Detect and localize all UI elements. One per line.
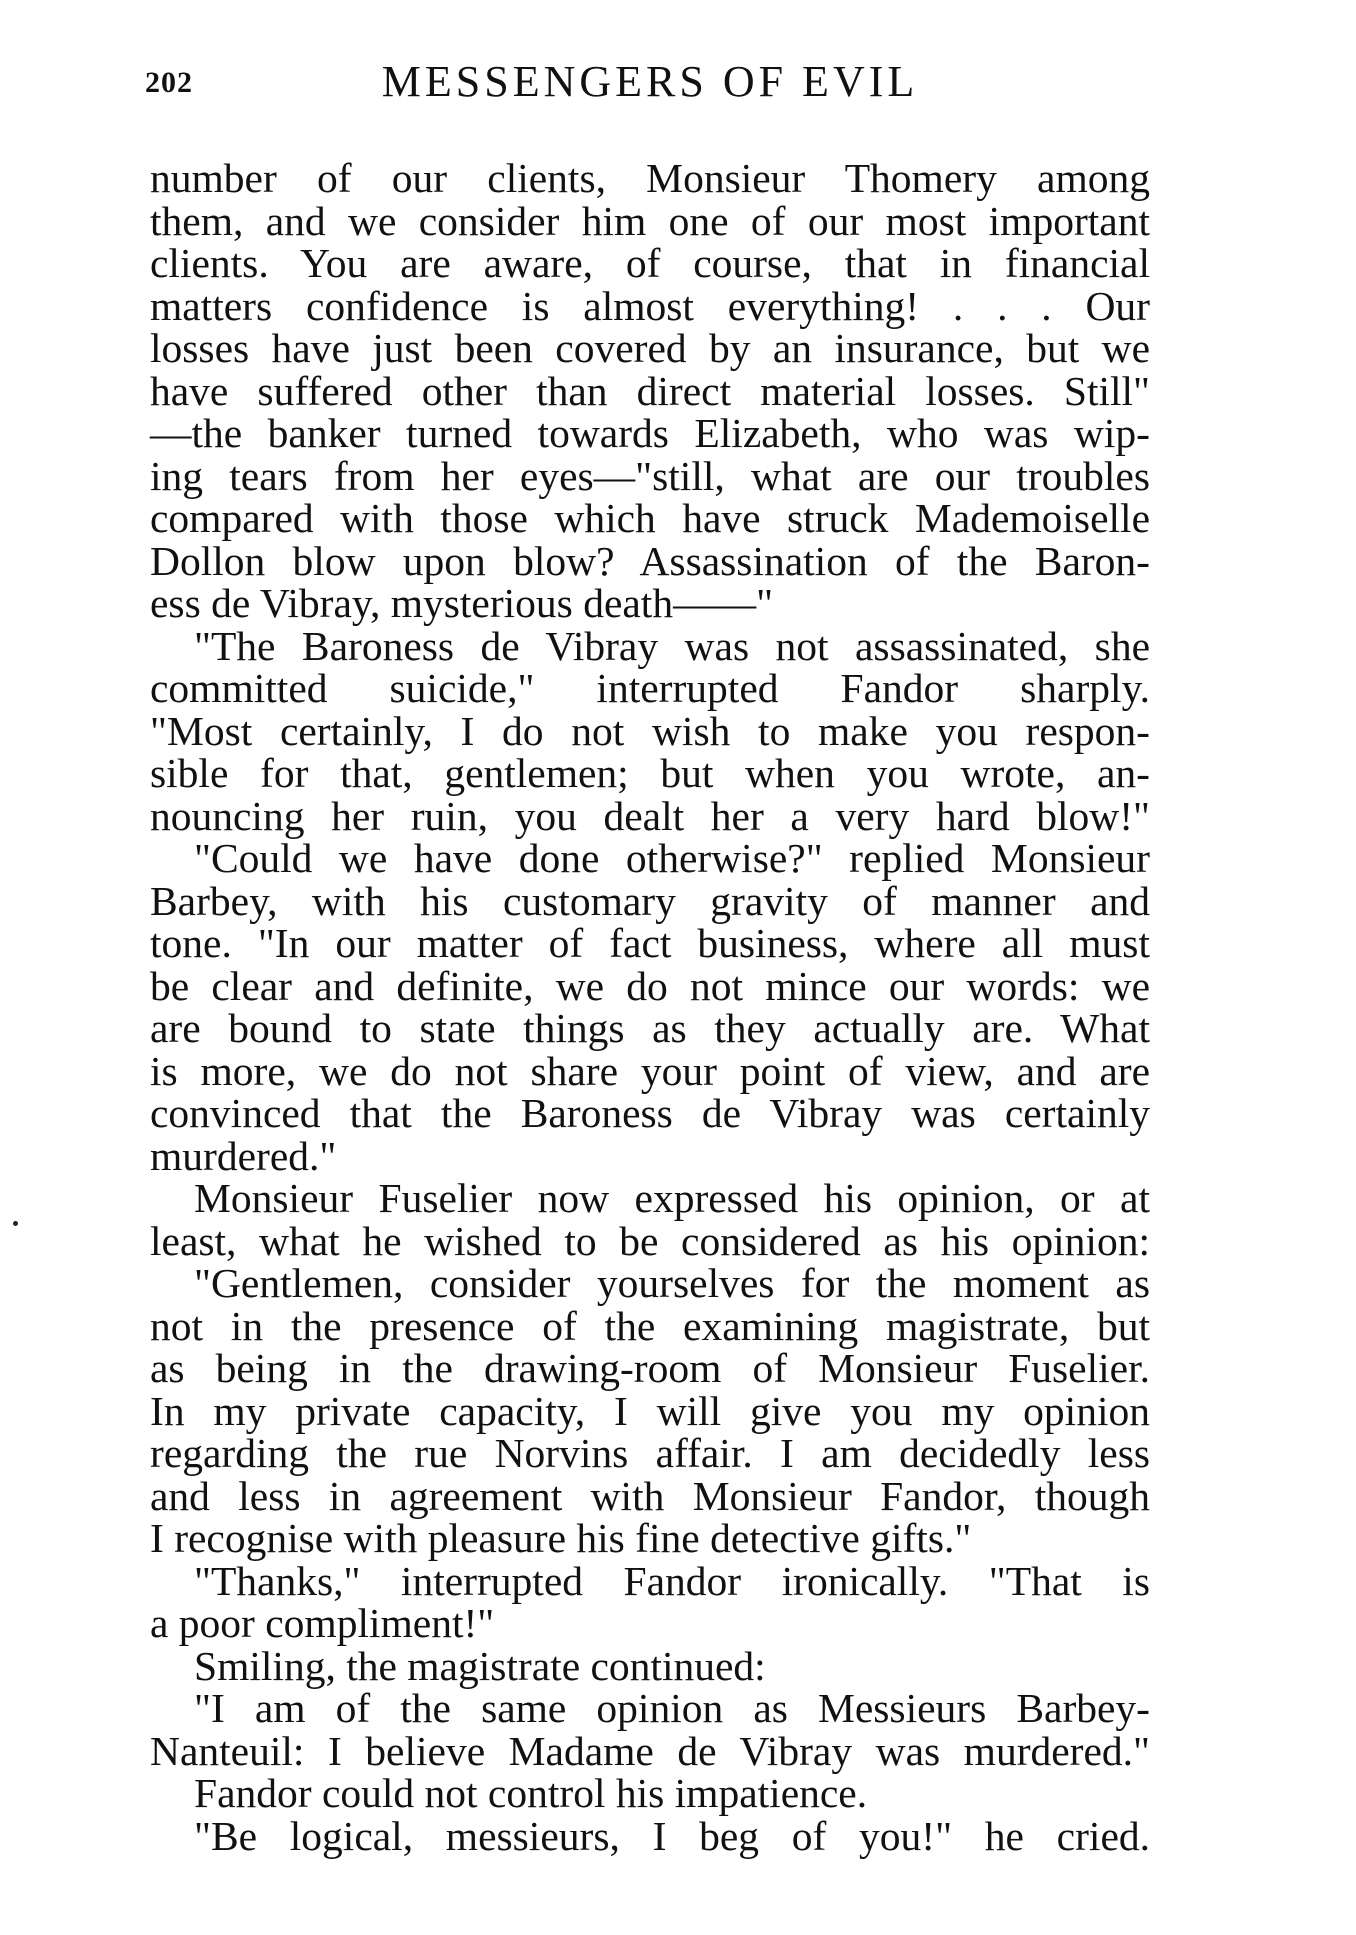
text-line: number of our clients, Monsieur Thomery among <box>150 155 1150 201</box>
text-line: —the banker turned towards Elizabeth, who was wip- <box>150 410 1150 456</box>
text-line: least, what he wished to be considered as his opinion: <box>150 1217 1150 1264</box>
text-line: In my private capacity, I will give you my opinion <box>150 1387 1150 1434</box>
text-line: "Thanks," interrupted Fandor ironically. "That is <box>194 1557 1150 1604</box>
text-line: ess de Vibray, mysterious death——" <box>150 580 774 626</box>
print-speck <box>13 1221 18 1226</box>
page-header <box>145 56 1155 116</box>
text-line: murdered." <box>150 1132 337 1179</box>
text-line: matters confidence is almost everything! . . . Our <box>150 282 1150 329</box>
text-line: not in the presence of the examining magistrate, but <box>150 1302 1150 1349</box>
text-line: "Be logical, messieurs, I beg of you!" he cried. <box>194 1812 1150 1859</box>
text-line: tone. "In our matter of fact business, where all must <box>150 920 1150 966</box>
text-line: losses have just been covered by an insurance, but we <box>150 325 1150 371</box>
text-line: are bound to state things as they actually are. What <box>150 1005 1150 1051</box>
text-line: a poor compliment!" <box>150 1600 495 1646</box>
text-line: have suffered other than direct material losses. Still" <box>150 367 1150 414</box>
text-line: and less in agreement with Monsieur Fandor, though <box>150 1472 1150 1519</box>
text-line: Dollon blow upon blow? Assassination of the Baron- <box>150 537 1150 584</box>
text-line: "Could we have done otherwise?" replied Monsieur <box>194 835 1150 881</box>
text-line: is more, we do not share your point of view, and are <box>150 1047 1150 1094</box>
text-line: "Most certainly, I do not wish to make you respon- <box>150 707 1150 754</box>
text-line: regarding the rue Norvins affair. I am decidedly less <box>150 1430 1150 1476</box>
body-text <box>150 157 1150 1857</box>
text-line: "Gentlemen, consider yourselves for the moment as <box>194 1260 1150 1306</box>
text-line: compared with those which have struck Mademoiselle <box>150 495 1150 541</box>
text-line: Fandor could not control his impatience. <box>194 1770 868 1816</box>
text-line: "I am of the same opinion as Messieurs Barbey- <box>194 1685 1150 1731</box>
text-line: nouncing her ruin, you dealt her a very hard blow!" <box>150 792 1150 839</box>
page-number: 202 <box>145 66 193 99</box>
text-line: be clear and definite, we do not mince our words: we <box>150 962 1150 1009</box>
text-line: as being in the drawing-room of Monsieur Fuselier. <box>150 1345 1150 1391</box>
text-line: I recognise with pleasure his fine detective gifts." <box>150 1515 972 1561</box>
running-title: MESSENGERS OF EVIL <box>381 57 919 106</box>
text-line: Monsieur Fuselier now expressed his opinion, or at <box>194 1175 1150 1221</box>
text-line: clients. You are aware, of course, that in financial <box>150 240 1150 286</box>
text-line: them, and we consider him one of our most important <box>150 197 1150 244</box>
text-line: Smiling, the magistrate continued: <box>194 1642 766 1689</box>
text-line: sible for that, gentlemen; but when you wrote, an- <box>150 750 1150 796</box>
text-line: committed suicide," interrupted Fandor sharply. <box>150 665 1150 711</box>
text-line: Nanteuil: I believe Madame de Vibray was murdered." <box>150 1727 1150 1774</box>
text-line: Barbey, with his customary gravity of manner and <box>150 877 1150 924</box>
text-line: "The Baroness de Vibray was not assassinated, she <box>194 622 1150 669</box>
text-line: ing tears from her eyes—"still, what are our troubles <box>150 452 1150 499</box>
text-line: convinced that the Baroness de Vibray was certainly <box>150 1090 1150 1136</box>
